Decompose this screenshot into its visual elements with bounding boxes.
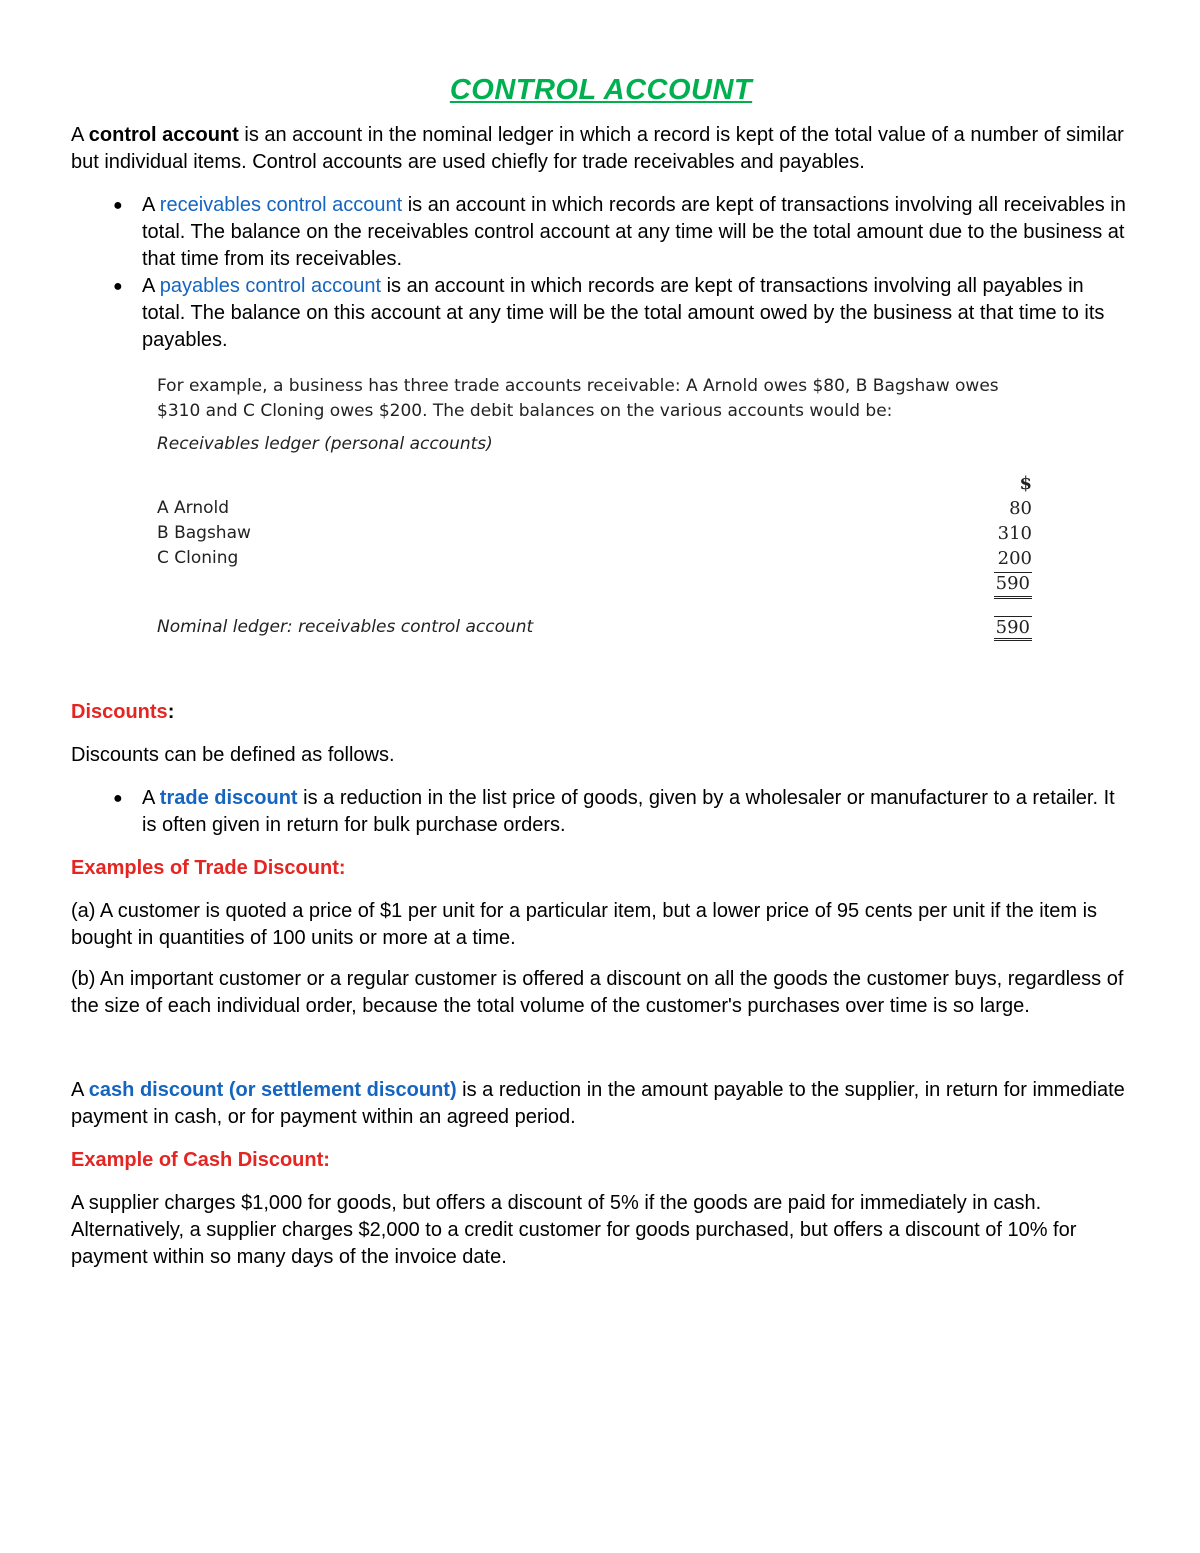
- cash-discount-definition: [71, 1077, 1131, 1131]
- ledger-total: 590: [994, 572, 1032, 599]
- cash-discount-term: cash discount (or settlement discount): [88, 1079, 457, 1101]
- trade-example-b: (b) An important customer or a regular customer is offered a discount on all the goods the customer buys, regardless of the size of each individual order, because the total volume of the customer's purchases over time is so large.: [71, 968, 1124, 1017]
- cash-example-text: A supplier charges $1,000 for goods, but offers a discount of 5% if the goods are paid for immediately in cash. Alternatively, a supplier charges $2,000 to a credit customer for goods purchased, but offers a discount of 10% for payment within so many days of the invoice date.: [71, 1192, 1077, 1268]
- definition-text: is a reduction in the amount payable to the supplier, in return for immediate payment in cash, or for payment within an agreed period.: [71, 1079, 1125, 1128]
- control-account-definition: [71, 122, 1131, 176]
- ledger-example-excerpt: [157, 374, 1032, 643]
- list-item: [113, 785, 1131, 839]
- item-lead: A: [142, 194, 160, 216]
- item-lead: A: [142, 787, 160, 809]
- bullet-icon: ●: [113, 278, 123, 295]
- nominal-ledger-label: Nominal ledger: receivables control account: [157, 617, 534, 637]
- account-name: B Bagshaw: [157, 523, 251, 543]
- definition-lead: A: [71, 1079, 89, 1101]
- nominal-ledger-amount: 590: [994, 616, 1032, 641]
- currency-row: [157, 471, 1032, 496]
- payables-control-account-term: payables control account: [159, 275, 382, 297]
- trade-example-a: (a) A customer is quoted a price of $1 per unit for a particular item, but a lower price of 95 cents per unit if the item is bought in quantities of 100 units or more at a time.: [71, 900, 1098, 949]
- document-page: [71, 72, 1131, 1289]
- item-lead: A: [142, 275, 160, 297]
- example-intro: For example, a business has three trade accounts receivable: A Arnold owes $80, B Bagshaw owes $310 and C Cloning owes $200. The debit balances on the various accounts would be:: [157, 376, 999, 421]
- discounts-heading: [71, 699, 1131, 726]
- discounts-heading-colon: :: [167, 701, 175, 723]
- table-row: [157, 521, 1032, 546]
- total-row: [157, 571, 1032, 601]
- item-text: is an account in which records are kept of transactions involving all payables in total. The balance on this account at any time will be the total amount owed by the business at that time to its payables.: [142, 275, 1105, 351]
- account-name: C Cloning: [157, 548, 239, 568]
- nominal-ledger-row: [157, 615, 1032, 643]
- page-title: CONTROL ACCOUNT: [449, 74, 753, 106]
- item-text: is an account in which records are kept of transactions involving all receivables in total. The balance on the receivables control account at any time will be the total amount due to the business at that time from its receivables.: [142, 194, 1126, 270]
- ledger-title: Receivables ledger (personal accounts): [157, 434, 493, 454]
- control-account-term: control account: [88, 124, 239, 146]
- control-account-list: [71, 192, 1131, 354]
- discounts-definition-line: Discounts can be defined as follows.: [71, 744, 395, 766]
- nominal-ledger-amount-cell: [972, 615, 1032, 640]
- trade-discount-term: trade discount: [159, 787, 298, 809]
- account-name: A Arnold: [157, 498, 230, 518]
- trade-examples-heading: Examples of Trade Discount:: [71, 857, 346, 879]
- discount-list: [71, 785, 1131, 839]
- ledger-total-cell: [972, 571, 1032, 596]
- table-row: [157, 496, 1032, 521]
- definition-text: is an account in the nominal ledger in which a record is kept of the total value of a number of similar but individual items. Control accounts are used chiefly for trade receivables and payables.: [71, 124, 1124, 173]
- definition-lead: A: [71, 124, 89, 146]
- bullet-icon: ●: [113, 790, 123, 807]
- receivables-control-account-term: receivables control account: [159, 194, 403, 216]
- currency-symbol: $: [1019, 473, 1032, 494]
- bullet-icon: ●: [113, 197, 123, 214]
- account-amount: 200: [997, 548, 1032, 569]
- account-amount: 310: [997, 523, 1032, 544]
- list-item: [113, 273, 1131, 354]
- table-row: [157, 546, 1032, 571]
- account-amount: 80: [1009, 498, 1032, 519]
- discounts-heading-text: Discounts: [71, 701, 168, 723]
- item-text: is a reduction in the list price of goods, given by a wholesaler or manufacturer to a retailer. It is often given in return for bulk purchase orders.: [142, 787, 1115, 836]
- cash-example-heading: Example of Cash Discount:: [71, 1149, 330, 1171]
- list-item: [113, 192, 1131, 273]
